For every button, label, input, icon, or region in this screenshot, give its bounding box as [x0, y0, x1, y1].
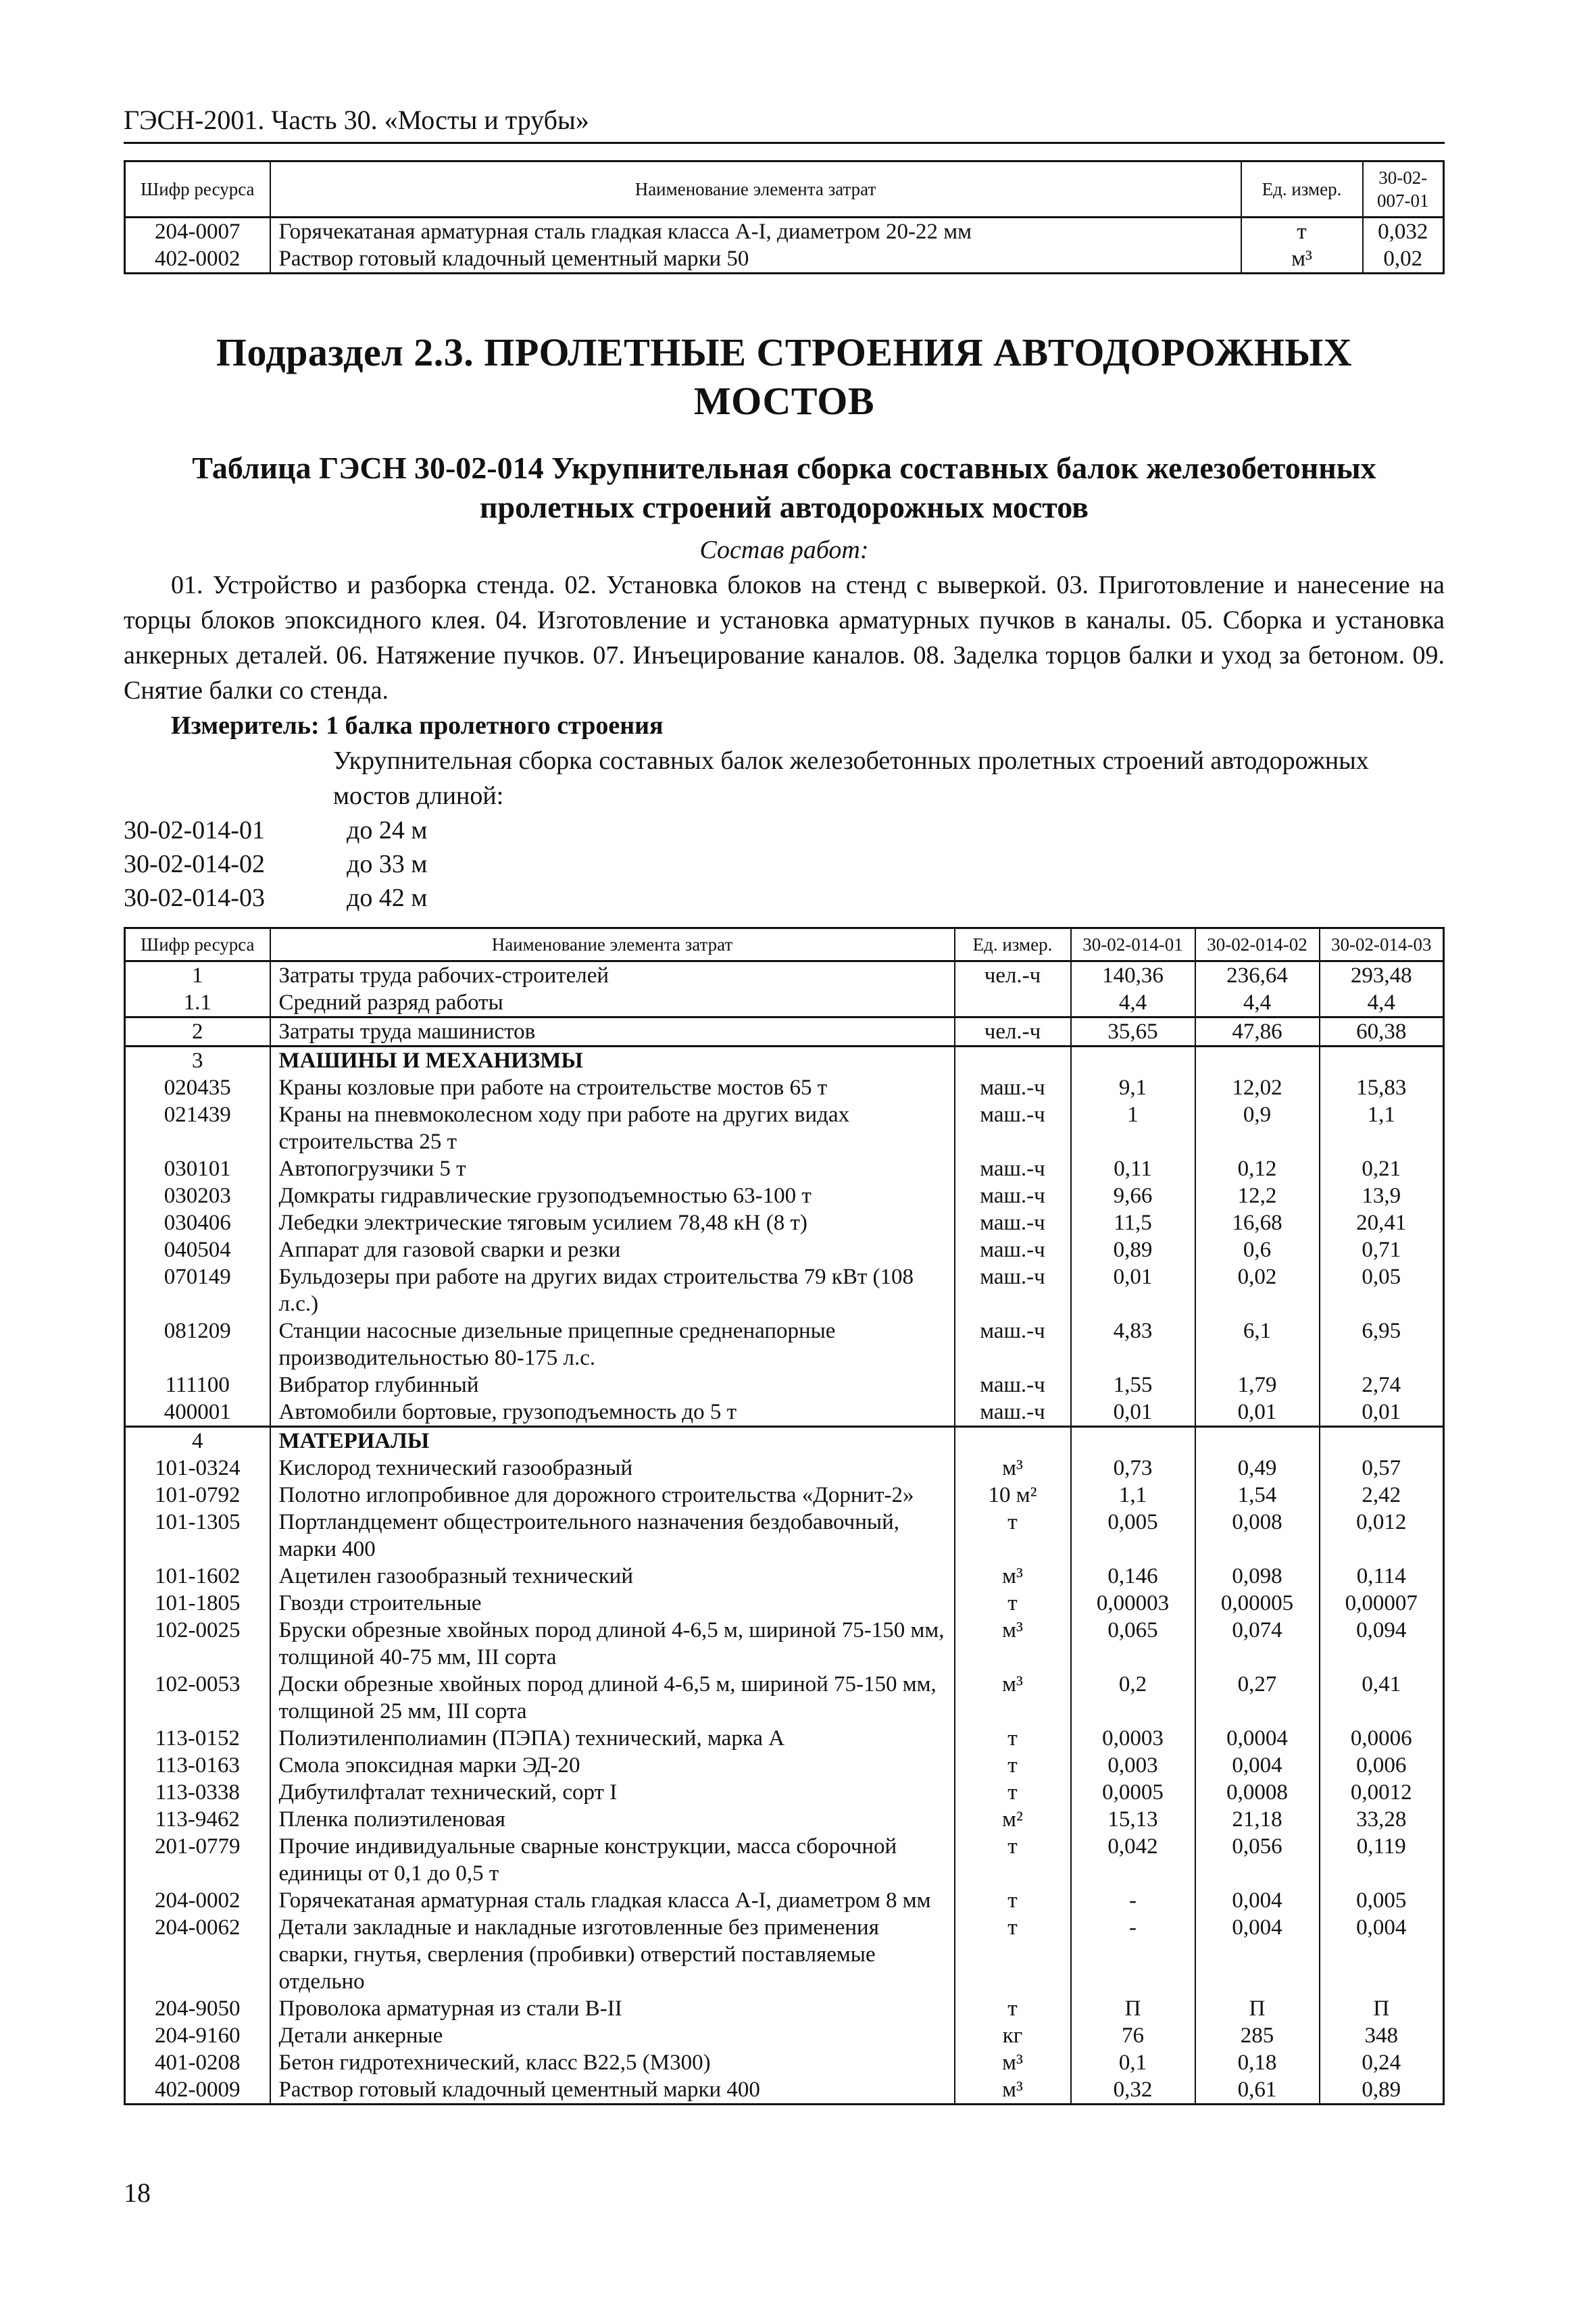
cell-value-01: - [1071, 1887, 1195, 1914]
cell-name: Вибратор глубинный [270, 1372, 955, 1399]
cell-name: Станции насосные дизельные прицепные средненапорные производительностью 80-175 л.с. [270, 1317, 955, 1372]
variants-intro: Укрупнительная сборка составных балок железобетонных пролетных строений автодорожных мостов длиной: [333, 747, 1369, 810]
cell-code: 030101 [125, 1155, 270, 1182]
top-table-body [125, 218, 1444, 274]
cell-value-03: 60,38 [1320, 1017, 1444, 1047]
cell-value-01: 4,4 [1071, 989, 1195, 1017]
cell-name: Автопогрузчики 5 т [270, 1155, 955, 1182]
cell-code: 204-9160 [125, 2022, 270, 2049]
cell-code: 021439 [125, 1101, 270, 1155]
cell-code: 101-0324 [125, 1455, 270, 1482]
cell-value-03 [1320, 1047, 1444, 1075]
cell-name: Бруски обрезные хвойных пород длиной 4-6,5 м, шириной 75-150 мм, толщиной 40-75 мм, III сорта [270, 1617, 955, 1671]
main-resource-table [124, 927, 1445, 2105]
cell-value-01: 0,00003 [1071, 1590, 1195, 1617]
cell-name: Лебедки электрические тяговым усилием 78,48 кН (8 т) [270, 1209, 955, 1236]
cell-name: Горячекатаная арматурная сталь гладкая класса А-I, диаметром 20-22 мм [270, 218, 1241, 246]
cell-value-01: 11,5 [1071, 1209, 1195, 1236]
cell-value-03: 0,21 [1320, 1155, 1444, 1182]
cell-value-01: П [1071, 1995, 1195, 2022]
cell-name: Детали анкерные [270, 2022, 955, 2049]
table-row [125, 1101, 1444, 1155]
cell-name: Смола эпоксидная марки ЭД-20 [270, 1752, 955, 1779]
cell-code: 1.1 [125, 989, 270, 1017]
table-row [125, 1509, 1444, 1563]
cell-value-03: 0,119 [1320, 1833, 1444, 1887]
cell-value-03: 293,48 [1320, 961, 1444, 990]
cell-unit: маш.-ч [955, 1399, 1071, 1427]
cell-code: 204-0002 [125, 1887, 270, 1914]
table-row [125, 1399, 1444, 1427]
cell-value-03: 0,05 [1320, 1263, 1444, 1317]
cell-name: Ацетилен газообразный технический [270, 1563, 955, 1590]
cell-value-02: 0,9 [1195, 1101, 1320, 1155]
table-row [125, 1995, 1444, 2022]
cell-value-01: 0,0005 [1071, 1779, 1195, 1806]
cell-code: 070149 [125, 1263, 270, 1317]
cell-value-01: 0,042 [1071, 1833, 1195, 1887]
variant-desc: до 33 м [347, 850, 428, 878]
table-row [125, 1155, 1444, 1182]
cell-name: МАТЕРИАЛЫ [270, 1427, 955, 1455]
variant-list [124, 813, 1445, 915]
cell-unit: м² [955, 1806, 1071, 1833]
cell-unit: кг [955, 2022, 1071, 2049]
cell-value-03: 0,012 [1320, 1509, 1444, 1563]
cell-code: 102-0053 [125, 1671, 270, 1725]
cell-value-02: 0,098 [1195, 1563, 1320, 1590]
cell-name: Домкраты гидравлические грузоподъемностью 63-100 т [270, 1182, 955, 1209]
cell-code: 101-1602 [125, 1563, 270, 1590]
cell-code: 2 [125, 1017, 270, 1047]
col-header-code: Шифр ресурса [125, 928, 270, 961]
cell-name: Автомобили бортовые, грузоподъемность до 5 т [270, 1399, 955, 1427]
table-row [125, 961, 1444, 990]
cell-unit: м³ [955, 2049, 1071, 2076]
cell-name: Пленка полиэтиленовая [270, 1806, 955, 1833]
cell-value-01: 1,55 [1071, 1372, 1195, 1399]
variant-code: 30-02-014-01 [124, 816, 265, 845]
cell-value-03: 2,74 [1320, 1372, 1444, 1399]
cell-name: Средний разряд работы [270, 989, 955, 1017]
table-row [125, 2076, 1444, 2105]
meter [171, 708, 1445, 743]
cell-name: Краны на пневмоколесном ходу при работе на других видах строительства 25 т [270, 1101, 955, 1155]
cell-unit: маш.-ч [955, 1236, 1071, 1263]
cell-name: МАШИНЫ И МЕХАНИЗМЫ [270, 1047, 955, 1075]
cell-code: 201-0779 [125, 1833, 270, 1887]
cell-unit [955, 989, 1071, 1017]
cell-unit [955, 1047, 1071, 1075]
cell-value-02 [1195, 1427, 1320, 1455]
cell-value-02: 0,074 [1195, 1617, 1320, 1671]
cell-unit: т [955, 1590, 1071, 1617]
table-row [125, 1455, 1444, 1482]
cell-unit: т [955, 1995, 1071, 2022]
cell-value-03: 33,28 [1320, 1806, 1444, 1833]
table-row [125, 2022, 1444, 2049]
cell-value-01: 0,89 [1071, 1236, 1195, 1263]
cell-value-01: 9,66 [1071, 1182, 1195, 1209]
table-row [125, 1317, 1444, 1372]
cell-value-03: 0,114 [1320, 1563, 1444, 1590]
col-header-unit: Ед. измер. [1241, 161, 1363, 218]
table-title-line1: Таблица ГЭСН 30-02-014 Укрупнительная сборка составных балок железобетонных [192, 451, 1376, 485]
cell-value-03: 0,89 [1320, 2076, 1444, 2105]
composition-text: 01. Устройство и разборка стенда. 02. Установка блоков на стенд с выверкой. 03. Приготовление и нанесение на торцы блоков эпоксидного клея. 04. Изготовление и установка арматурных пучков в каналы. 05. Сборка и установка анкерных деталей. 06. Натяжение пучков. 07. Инъецирование каналов. 08. Заделка торцов балки и уход за бетоном. 09. Снятие балки со стенда. [124, 571, 1445, 705]
cell-value-02: 0,6 [1195, 1236, 1320, 1263]
cell-name: Затраты труда машинистов [270, 1017, 955, 1047]
table-row [125, 1017, 1444, 1047]
cell-code: 113-0152 [125, 1725, 270, 1752]
cell-name: Кислород технический газообразный [270, 1455, 955, 1482]
cell-value-03: 1,1 [1320, 1101, 1444, 1155]
cell-value-02: П [1195, 1995, 1320, 2022]
cell-code: 3 [125, 1047, 270, 1075]
variant-code: 30-02-014-03 [124, 884, 265, 912]
cell-value-02: 0,18 [1195, 2049, 1320, 2076]
cell-value-02: 285 [1195, 2022, 1320, 2049]
cell-unit: т [955, 1833, 1071, 1887]
cell-value-03: 0,57 [1320, 1455, 1444, 1482]
cell-name: Затраты труда рабочих-строителей [270, 961, 955, 990]
variant-code: 30-02-014-02 [124, 850, 265, 878]
cell-value-02: 0,02 [1195, 1263, 1320, 1317]
cell-value-03: 0,006 [1320, 1752, 1444, 1779]
cell-unit: т [955, 1779, 1071, 1806]
cell-code: 111100 [125, 1372, 270, 1399]
table-row [125, 1563, 1444, 1590]
cell-value-03: 6,95 [1320, 1317, 1444, 1372]
cell-value-02: 6,1 [1195, 1317, 1320, 1372]
cell-name: Прочие индивидуальные сварные конструкции, масса сборочной единицы от 0,1 до 0,5 т [270, 1833, 955, 1887]
cell-value-02: 0,27 [1195, 1671, 1320, 1725]
cell-value-03: 0,00007 [1320, 1590, 1444, 1617]
cell-value-02: 0,004 [1195, 1887, 1320, 1914]
cell-name: Бетон гидротехнический, класс В22,5 (М300) [270, 2049, 955, 2076]
cell-name: Аппарат для газовой сварки и резки [270, 1236, 955, 1263]
cell-value-03: 0,71 [1320, 1236, 1444, 1263]
table-row [125, 1047, 1444, 1075]
col-header-code: Шифр ресурса [125, 161, 270, 218]
cell-value-03: 0,0012 [1320, 1779, 1444, 1806]
cell-value-03: 0,0006 [1320, 1725, 1444, 1752]
cell-code: 101-1805 [125, 1590, 270, 1617]
cell-value-01: 140,36 [1071, 961, 1195, 990]
main-table-body [125, 961, 1444, 2105]
cell-unit: маш.-ч [955, 1182, 1071, 1209]
cell-value-03: 0,24 [1320, 2049, 1444, 2076]
cell-name: Проволока арматурная из стали В-II [270, 1995, 955, 2022]
cell-name: Детали закладные и накладные изготовленные без применения сварки, гнутья, сверления (пробивки) отверстий поставляемые отдельно [270, 1914, 955, 1995]
document-page [124, 101, 1445, 2105]
cell-unit: маш.-ч [955, 1263, 1071, 1317]
cell-value-02: 0,01 [1195, 1399, 1320, 1427]
col-header-value: 30-02-007-01 [1363, 161, 1444, 218]
cell-value-02: 236,64 [1195, 961, 1320, 990]
table-row [125, 1806, 1444, 1833]
cell-code: 1 [125, 961, 270, 990]
cell-value-02: 12,2 [1195, 1182, 1320, 1209]
cell-value-02: 0,008 [1195, 1509, 1320, 1563]
cell-value-01: 76 [1071, 2022, 1195, 2049]
cell-code: 4 [125, 1427, 270, 1455]
cell-value-01: 0,003 [1071, 1752, 1195, 1779]
page-number: 18 [124, 2178, 151, 2208]
cell-value-02: 0,056 [1195, 1833, 1320, 1887]
cell-unit: маш.-ч [955, 1074, 1071, 1101]
cell-code: 020435 [125, 1074, 270, 1101]
cell-name: Доски обрезные хвойных пород длиной 4-6,5 м, шириной 75-150 мм, толщиной 25 мм, III сорта [270, 1671, 955, 1725]
table-title-line2: пролетных строений автодорожных мостов [480, 490, 1089, 524]
table-row [125, 1725, 1444, 1752]
cell-value-03: П [1320, 1995, 1444, 2022]
cell-value-01: 0,73 [1071, 1455, 1195, 1482]
col-header-unit: Ед. измер. [955, 928, 1071, 961]
cell-unit: т [955, 1914, 1071, 1995]
table-row [125, 1671, 1444, 1725]
col-header-variant-03: 30-02-014-03 [1320, 928, 1444, 961]
cell-code: 400001 [125, 1399, 270, 1427]
col-header-variant-01: 30-02-014-01 [1071, 928, 1195, 961]
table-row [125, 1590, 1444, 1617]
cell-code: 081209 [125, 1317, 270, 1372]
top-resource-table [124, 160, 1445, 274]
cell-code: 030406 [125, 1209, 270, 1236]
col-header-variant-02: 30-02-014-02 [1195, 928, 1320, 961]
cell-value-02: 0,12 [1195, 1155, 1320, 1182]
cell-unit: м³ [955, 1617, 1071, 1671]
cell-name: Портландцемент общестроительного назначения бездобавочный, марки 400 [270, 1509, 955, 1563]
cell-unit: маш.-ч [955, 1155, 1071, 1182]
cell-unit: маш.-ч [955, 1101, 1071, 1155]
cell-unit: т [955, 1509, 1071, 1563]
cell-unit [955, 1427, 1071, 1455]
running-header: ГЭСН-2001. Часть 30. «Мосты и трубы» [124, 101, 1445, 144]
cell-code: 402-0002 [125, 245, 270, 274]
table-row [125, 1887, 1444, 1914]
cell-unit: маш.-ч [955, 1317, 1071, 1372]
cell-value-01: 4,83 [1071, 1317, 1195, 1372]
cell-code: 040504 [125, 1236, 270, 1263]
cell-name: Полиэтиленполиамин (ПЭПА) технический, марка А [270, 1725, 955, 1752]
cell-unit: т [955, 1752, 1071, 1779]
cell-value-01: 0,11 [1071, 1155, 1195, 1182]
cell-value-03: 13,9 [1320, 1182, 1444, 1209]
cell-code: 204-0007 [125, 218, 270, 246]
variant-desc: до 24 м [347, 816, 428, 845]
cell-name: Раствор готовый кладочный цементный марки 50 [270, 245, 1241, 274]
subsection-title: Подраздел 2.3. ПРОЛЕТНЫЕ СТРОЕНИЯ АВТОДОРОЖНЫХ МОСТОВ [216, 330, 1353, 423]
cell-value-01: - [1071, 1914, 1195, 1995]
cell-value-03: 0,094 [1320, 1617, 1444, 1671]
table-row [125, 1182, 1444, 1209]
table-row [125, 218, 1444, 246]
cell-value-02: 0,004 [1195, 1914, 1320, 1995]
cell-code: 101-1305 [125, 1509, 270, 1563]
variant-item [124, 847, 1445, 881]
table-row [125, 245, 1444, 274]
cell-value-03: 2,42 [1320, 1482, 1444, 1509]
cell-value: 0,02 [1363, 245, 1444, 274]
cell-value-02: 21,18 [1195, 1806, 1320, 1833]
cell-value-02: 0,00005 [1195, 1590, 1320, 1617]
cell-value-02: 1,54 [1195, 1482, 1320, 1509]
cell-value-01: 0,2 [1071, 1671, 1195, 1725]
cell-value-02: 12,02 [1195, 1074, 1320, 1101]
cell-value-01: 9,1 [1071, 1074, 1195, 1101]
table-row [125, 1482, 1444, 1509]
table-row [125, 1833, 1444, 1887]
table-row [125, 1617, 1444, 1671]
cell-value-03: 348 [1320, 2022, 1444, 2049]
cell-name: Горячекатаная арматурная сталь гладкая класса А-I, диаметром 8 мм [270, 1887, 955, 1914]
cell-value-03: 0,01 [1320, 1399, 1444, 1427]
cell-value-03: 0,41 [1320, 1671, 1444, 1725]
cell-unit: м³ [955, 1455, 1071, 1482]
col-header-name: Наименование элемента затрат [270, 928, 955, 961]
cell-value: 0,032 [1363, 218, 1444, 246]
cell-value-03: 0,004 [1320, 1914, 1444, 1995]
cell-code: 401-0208 [125, 2049, 270, 2076]
table-row [125, 1263, 1444, 1317]
cell-value-02: 47,86 [1195, 1017, 1320, 1047]
variant-item [124, 881, 1445, 915]
table-row [125, 1779, 1444, 1806]
cell-code: 113-0163 [125, 1752, 270, 1779]
cell-value-02 [1195, 1047, 1320, 1075]
cell-unit: маш.-ч [955, 1372, 1071, 1399]
cell-value-01: 0,146 [1071, 1563, 1195, 1590]
meter-text: Измеритель: 1 балка пролетного строения [171, 711, 664, 740]
table-row [125, 1427, 1444, 1455]
cell-name: Гвозди строительные [270, 1590, 955, 1617]
cell-unit: т [955, 1887, 1071, 1914]
cell-value-01: 1,1 [1071, 1482, 1195, 1509]
cell-name: Раствор готовый кладочный цементный марки 400 [270, 2076, 955, 2105]
cell-name: Краны козловые при работе на строительстве мостов 65 т [270, 1074, 955, 1101]
composition-label: Состав работ: [699, 536, 869, 564]
table-row [125, 1914, 1444, 1995]
table-title [124, 449, 1445, 527]
cell-value-01: 0,32 [1071, 2076, 1195, 2105]
cell-value-01: 0,01 [1071, 1399, 1195, 1427]
cell-unit: чел.-ч [955, 1017, 1071, 1047]
cell-value-01: 15,13 [1071, 1806, 1195, 1833]
cell-name: Бульдозеры при работе на других видах строительства 79 кВт (108 л.с.) [270, 1263, 955, 1317]
cell-value-02: 0,004 [1195, 1752, 1320, 1779]
cell-value-02: 0,49 [1195, 1455, 1320, 1482]
cell-code: 204-9050 [125, 1995, 270, 2022]
col-header-name: Наименование элемента затрат [270, 161, 1241, 218]
cell-unit: м³ [1241, 245, 1363, 274]
cell-value-03: 15,83 [1320, 1074, 1444, 1101]
table-row [125, 989, 1444, 1017]
table-row [125, 1372, 1444, 1399]
cell-value-02: 0,0004 [1195, 1725, 1320, 1752]
cell-code: 113-0338 [125, 1779, 270, 1806]
cell-value-01: 0,005 [1071, 1509, 1195, 1563]
cell-value-02: 0,61 [1195, 2076, 1320, 2105]
cell-code: 113-9462 [125, 1806, 270, 1833]
cell-unit: м³ [955, 1671, 1071, 1725]
table-row [125, 2049, 1444, 2076]
cell-value-01: 0,01 [1071, 1263, 1195, 1317]
cell-code: 204-0062 [125, 1914, 270, 1995]
cell-name: Дибутилфталат технический, сорт I [270, 1779, 955, 1806]
cell-value-03 [1320, 1427, 1444, 1455]
cell-value-03: 0,005 [1320, 1887, 1444, 1914]
table-row [125, 1752, 1444, 1779]
table-row [125, 1074, 1444, 1101]
cell-code: 030203 [125, 1182, 270, 1209]
variant-desc: до 42 м [347, 884, 428, 912]
cell-unit: м³ [955, 2076, 1071, 2105]
cell-value-01 [1071, 1427, 1195, 1455]
cell-value-02: 16,68 [1195, 1209, 1320, 1236]
cell-value-01 [1071, 1047, 1195, 1075]
cell-code: 101-0792 [125, 1482, 270, 1509]
cell-code: 402-0009 [125, 2076, 270, 2105]
cell-value-01: 1 [1071, 1101, 1195, 1155]
cell-value-03: 20,41 [1320, 1209, 1444, 1236]
cell-unit: 10 м² [955, 1482, 1071, 1509]
cell-value-02: 4,4 [1195, 989, 1320, 1017]
table-row [125, 1209, 1444, 1236]
cell-value-02: 1,79 [1195, 1372, 1320, 1399]
cell-code: 102-0025 [125, 1617, 270, 1671]
cell-value-03: 4,4 [1320, 989, 1444, 1017]
variant-item [124, 813, 1445, 847]
cell-value-01: 0,1 [1071, 2049, 1195, 2076]
cell-value-02: 0,0008 [1195, 1779, 1320, 1806]
cell-name: Полотно иглопробивное для дорожного строительства «Дорнит-2» [270, 1482, 955, 1509]
cell-unit: чел.-ч [955, 961, 1071, 990]
table-row [125, 1236, 1444, 1263]
cell-value-01: 35,65 [1071, 1017, 1195, 1047]
cell-unit: м³ [955, 1563, 1071, 1590]
cell-unit: т [1241, 218, 1363, 246]
cell-unit: маш.-ч [955, 1209, 1071, 1236]
cell-value-01: 0,0003 [1071, 1725, 1195, 1752]
cell-unit: т [955, 1725, 1071, 1752]
cell-value-01: 0,065 [1071, 1617, 1195, 1671]
